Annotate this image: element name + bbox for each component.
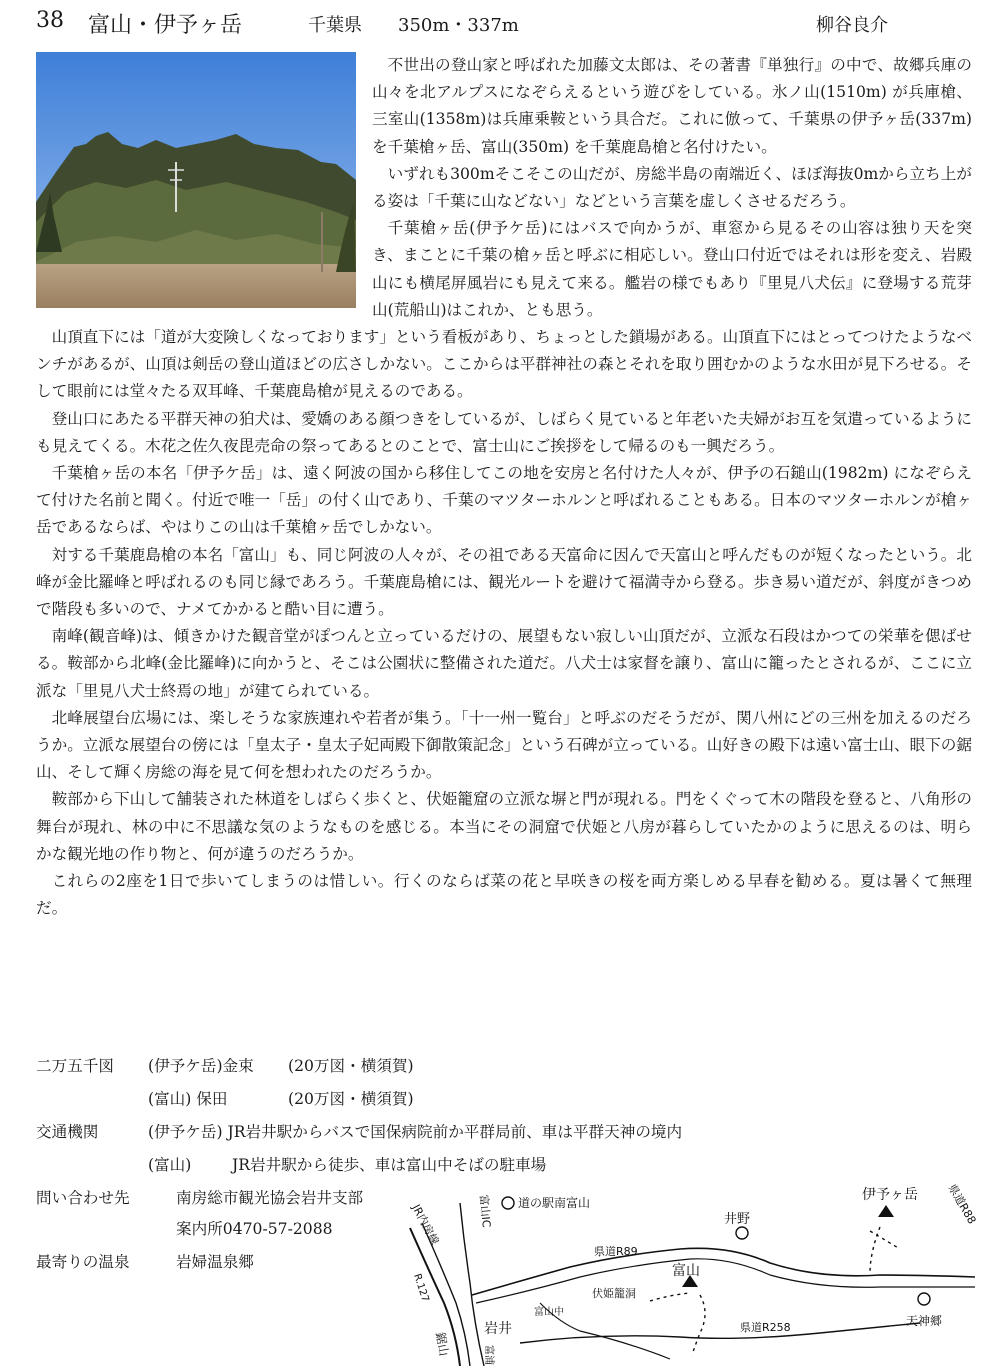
paragraph: 千葉槍ヶ岳(伊予ケ岳)にはバスで向かうが、車窓から見るその山容は独り天を突き、まことに千葉の槍ヶ岳と呼ぶに相応しい。登山口付近ではそれは形を変え、岩殿山にも横尾屏風岩にも見えて来る。艦岩の様でもあり『里見八犬伝』に登場する荒芽山(荒船山)はこれか、とも思う。 bbox=[372, 219, 972, 319]
map-label-tomiyama: 富山 bbox=[672, 1263, 700, 1279]
onsen-label: 最寄りの温泉 bbox=[36, 1253, 130, 1271]
contact-label: 問い合わせ先 bbox=[36, 1189, 130, 1207]
route-map bbox=[400, 1182, 979, 1366]
contact-org: 南房総市観光協会岩井支部 bbox=[176, 1189, 364, 1207]
inoh-point-icon bbox=[736, 1227, 748, 1239]
transport-iyo: (伊予ケ岳) JR岩井駅からバスで国保病院前か平群局前、車は平群天神の境内 bbox=[148, 1123, 683, 1141]
paragraph: 山頂直下には「道が大変険しくなっております」という看板があり、ちょっとした鎖場がある。山頂直下にはとってつけたようなベンチがあるが、山頂は剣岳の登山道ほどの広さしかない。ここからは平群神社の森とそれを取り囲むかのような水田が見下ろせる。そして眼前には堂々たる双耳峰、千葉鹿島槍が見えるのである。 bbox=[36, 328, 972, 401]
michinoeki-point-icon bbox=[502, 1197, 514, 1209]
paragraph: 対する千葉鹿島槍の本名「富山」も、同じ阿波の人々が、その祖である天富命に因んで天富山と呼んだものが短くなったという。北峰が金比羅峰と呼ばれるのも同じ縁であろう。千葉鹿島槍には、観光ルートを避けて福満寺から登る。歩き易い道だが、斜度がきつめで階段も多いので、ナメてかかると酷い目に遭う。 bbox=[36, 545, 972, 619]
paragraph: 不世出の登山家と呼ばれた加藤文太郎は、その著書『単独行』の中で、故郷兵庫の山々を北アルプスになぞらえるという遊びをしている。氷ノ山(1510m) が兵庫槍、三室山(1358m)は兵庫乗鞍という具合だ。これに倣って、千葉県の伊予ヶ岳(337m)を千葉槍ヶ岳、富山(350m) を千葉鹿島槍と名付けたい。 bbox=[372, 56, 972, 156]
onsen-name: 岩婦温泉郷 bbox=[176, 1253, 254, 1271]
contact-tel: 案内所0470-57-2088 bbox=[176, 1220, 333, 1238]
author: 柳谷良介 bbox=[816, 15, 888, 36]
map-tomi-big: (20万図・横須賀) bbox=[288, 1090, 414, 1108]
map-label-iwai: 岩井 bbox=[484, 1321, 512, 1337]
map-label-fusehime: 伏姫籠洞 bbox=[592, 1287, 636, 1300]
article-body bbox=[36, 52, 972, 923]
map-label-tomiura-exit: 富山IC bbox=[477, 1194, 493, 1229]
paragraph: 南峰(観音峰)は、傾きかけた観音堂がぽつんと立っているだけの、展望もない寂しい山頂だが、立派な石段はかつての栄華を偲ばせる。鞍部から北峰(金比羅峰)に向かうと、そこは公園状に整備された道だ。八犬士は家督を譲り、富山に籠ったとされるが、ここに立派な「里見八犬士終焉の地」が建てられている。 bbox=[36, 627, 972, 700]
paragraph: 登山口にあたる平群天神の狛犬は、愛嬌のある顔つきをしているが、しばらく見ていると年老いた夫婦がお互を気遣っているようにも見えてくる。木花之佐久夜毘売命の祭ってあるとのことで、富士山にご挨拶をして帰るのも一興だろう。 bbox=[36, 409, 972, 455]
page-title: 富山・伊予ヶ岳 bbox=[88, 13, 243, 38]
map-label-tomiyama-jhs: 富山中 bbox=[534, 1307, 564, 1318]
photo-wrap-space bbox=[36, 52, 372, 320]
paragraph: 千葉槍ヶ岳の本名「伊予ケ岳」は、遠く阿波の国から移住してこの地を安房と名付けた人々が、伊予の石鎚山(1982m) になぞらえて付けた名前と聞く。付近で唯一「岳」の付く山であり、千葉のマツターホルンと呼ばれることもある。日本のマツターホルンが槍ヶ岳であるならば、やはりこの山は千葉槍ヶ岳でしかない。 bbox=[36, 464, 972, 537]
paragraph: 北峰展望台広場には、楽しそうな家族連れや若者が集う。「十一州一覧台」と呼ぶのだそうだが、関八州にどの三州を加えるのだろうか。立派な展望台の傍には「皇太子・皇太子妃両殿下御散策記念」という石碑が立っている。山好きの殿下は遠い富士山、眼下の鋸山、そして輝く房総の海を見て何を想われたのだろうか。 bbox=[36, 708, 972, 782]
map-label-inoh: 井野 bbox=[724, 1212, 751, 1227]
tenjingo-point-icon bbox=[918, 1293, 930, 1305]
map-label-route89: 県道R89 bbox=[594, 1245, 638, 1258]
map-label-route88: 県道R88 bbox=[945, 1182, 979, 1227]
page-header bbox=[36, 8, 980, 40]
elevation: 350m・337m bbox=[398, 15, 519, 36]
map-label: 二万五千図 bbox=[36, 1057, 114, 1075]
map-label-route258: 県道R258 bbox=[740, 1321, 791, 1334]
map-tomi: (富山) 保田 bbox=[148, 1090, 228, 1108]
paragraph: いずれも300mそこそこの山だが、房総半島の南端近く、ほぼ海抜0mから立ち上がる姿は「千葉に山などない」などという言葉を虚しくさせるだろう。 bbox=[372, 164, 972, 211]
paragraph: 鞍部から下山して舗装された林道をしばらく歩くと、伏姫籠窟の立派な塀と門が現れる。門をくぐって木の階段を登ると、八角形の舞台が現れ、林の中に不思議な気のようなものを感じる。本当にその洞窟で伏姫と八房が暮らしていたかのように思えるのは、明らかな観光地の作り物と、何が違うのだろうか。 bbox=[36, 790, 972, 863]
map-label-r127: R.127 bbox=[411, 1272, 431, 1304]
paragraph: これらの2座を1日で歩いてしまうのは惜しい。行くのならば菜の花と早咲きの桜を両方楽しめる早春を勧める。夏は暑くて無理だ。 bbox=[36, 872, 972, 918]
map-label-tenjingo: 天神郷 bbox=[906, 1314, 943, 1328]
map-label-nokogiri: 鋸山 bbox=[433, 1331, 452, 1358]
map-label-minamitomiyama: 道の駅南富山 bbox=[518, 1196, 591, 1210]
article-number: 38 bbox=[36, 8, 64, 33]
transport-tomi: JR岩井駅から徒歩、車は富山中そばの駐車場 bbox=[232, 1156, 547, 1174]
map-iyo: (伊予ケ岳)金束 bbox=[148, 1057, 254, 1075]
transport-tomi-tag: (富山) bbox=[148, 1156, 192, 1174]
transport-label: 交通機関 bbox=[36, 1123, 99, 1141]
map-label-tomiura-sign: 富浦 bbox=[483, 1345, 494, 1365]
prefecture: 千葉県 bbox=[308, 15, 362, 36]
map-iyo-big: (20万図・横須賀) bbox=[288, 1057, 414, 1075]
map-label-uchibo-line: JR内房線 bbox=[409, 1202, 442, 1248]
iyogatake-peak-icon bbox=[878, 1205, 894, 1217]
map-label-iyogatake: 伊予ヶ岳 bbox=[862, 1187, 918, 1203]
